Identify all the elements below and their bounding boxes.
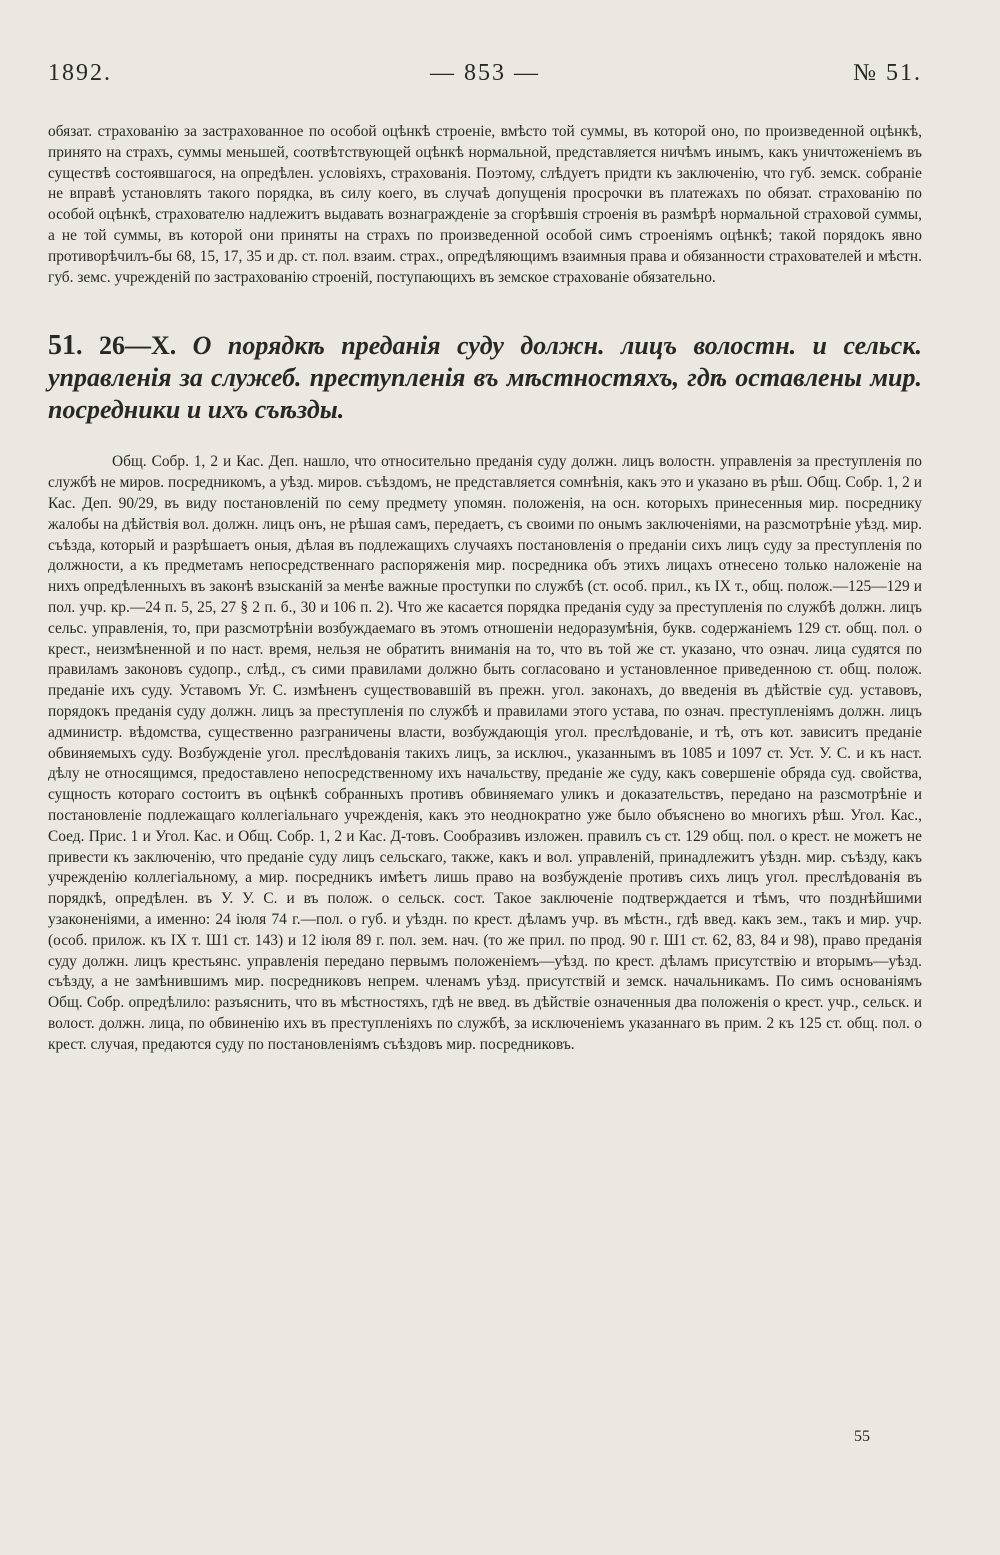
running-header (48, 60, 922, 100)
article-body: Общ. Собр. 1, 2 и Кас. Деп. нашло, что относительно преданія суду должн. лицъ волостн. управленія за преступленія по службѣ не миров. посредникомъ, а уѣзд. миров. съѣздомъ, не представляется сомнѣнія, какъ это и указано въ рѣш. Общ. Собр. 1, 2 и Кас. Деп. 90/29, въ виду постановленій по сему предмету упомян. положенія, на осн. которыхъ принесенныя мир. посреднику жалобы на дѣйствія вол. должн. лицъ онъ, не рѣшая самъ, передаетъ, съ своими по онымъ заключеніями, на разсмотрѣніе уѣзд. мир. съѣзда, который и разрѣшаетъ оныя, дѣлая въ подлежащихъ случаяхъ постановленія о преданіи сихъ лицъ суду за преступленія по должности, а къ предметамъ непосредственнаго распоряженія мир. посредника объ этихъ лицахъ отнесено только наложеніе на нихъ опредѣленныхъ въ законѣ взысканій за менѣе важные проступки по службѣ (ст. особ. прил., къ IX т., общ. полож.—125—129 и пол. учр. кр.—24 п. 5, 25, 27 § 2 п. б., 30 и 106 п. 2). Что же касается порядка преданія суду за преступленія по службѣ должн. лицъ сельс. управленія, то, при разсмотрѣніи возбуждаемаго въ этомъ отношеніи недоразумѣнія, букв. содержаніемъ 129 ст. общ. пол. о крест., неизмѣненной и по наст. время, нельзя не обратить вниманія на то, что въ той же ст. указано, что означ. лица судятся по правиламъ законовъ судопр., слѣд., съ сими правилами должно быть согласовано и установленное приведенною ст. общ. полож. преданіе ихъ суду. Уставомъ Уг. С. измѣненъ существовавшій въ прежн. угол. законахъ, до введенія въ дѣйствіе суд. уставовъ, порядокъ преданія суду должн. лицъ за преступленія по службѣ и правилами этого устава, по означ. преступленіямъ должн. лицъ администр. вѣдомства, существенно разграничены власти, возбуждающія угол. преслѣдованіе, и тѣ, отъ кот. зависитъ преданіе обвиняемыхъ суду. Возбужденіе угол. преслѣдованія такихъ лицъ, за исключ., указаннымъ въ 1085 и 1097 ст. Уст. У. С. и къ наст. дѣлу не относящимся, предоставлено непосредственному ихъ начальству, преданіе же суду, какъ совершеніе обряда суд. свойства, сущность котораго состоитъ въ оцѣнкѣ собранныхъ противъ обвиняемаго уликъ и доказательствъ, передано на разсмотрѣніе и постановленіе подлежащаго коллегіальнаго учрежденія, какъ это неоднократно уже было объяснено во многихъ рѣш. Угол. Кас., Соед. Прис. 1 и Угол. Кас. и Общ. Собр. 1, 2 и Кас. Д-товъ. Сообразивъ изложен. правилъ съ ст. 129 общ. пол. о крест. не можетъ не привести къ заключенію, что преданіе суду лицъ сельскаго, также, какъ и вол. управленій, принадлежитъ уѣздн. мир. съѣзду, какъ учрежденію коллегіальному, а мир. посредникъ имѣетъ лишь право на возбужденіе противъ сихъ лицъ угол. преслѣдованія въ порядкѣ, опредѣлен. въ У. У. С. и въ полож. о сельск. сост. Такое заключеніе подтверждается и тѣмъ, что позднѣйшими узаконеніями, а именно: 24 іюля 74 г.—пол. о губ. и уѣздн. по крест. дѣламъ учр. въ мѣстн., гдѣ введ. какъ зем., такъ и мир. учр. (особ. прилож. къ IX т. Ш1 ст. 143) и 12 іюля 89 г. пол. зем. нач. (то же прил. по прод. 90 г. Ш1 ст. 62, 83, 84 и 98), право преданія суду должн. лицъ крестьянс. управленія передано первымъ положеніемъ—уѣзд. по крест. дѣламъ присутствію и вторымъ—уѣзд. съѣзду, а не замѣнившимъ мир. посредниковъ непрем. членамъ уѣзд. присутствій и земск. начальникамъ. По симъ основаніямъ Общ. Собр. опредѣлило: разъяснить, что въ мѣстностяхъ, гдѣ не введ. въ дѣйствіе означенныя два положенія о крест. учр., сельск. и волост. должн. лица, по обвиненію ихъ въ преступленіяхъ по службѣ, за исключеніемъ указаннаго въ прим. 2 къ 125 ст. общ. пол. о крест. случая, предаются суду по постановленіямъ съѣздовъ мир. посредниковъ. (48, 453, 922, 1053)
article-date: . 26—X. (76, 331, 177, 361)
article-heading (48, 330, 922, 426)
header-page-number: — 853 — (430, 60, 540, 86)
header-year: 1892. (48, 60, 112, 86)
header-issue-number: № 51. (853, 60, 922, 86)
continued-paragraph: обязат. страхованію за застрахованное по особой оцѣнкѣ строеніе, вмѣсто той суммы, въ которой оно, по произведенной оцѣнкѣ, принято на страхъ, суммы меньшей, соотвѣтствующей оцѣнкѣ нормальной, представляется ничѣмъ инымъ, какъ уничтоженіемъ въ существѣ состоявшагося, на опредѣлен. условіяхъ, страхованія. Поэтому, слѣдуетъ придти къ заключенію, что губ. земск. собраніе не вправѣ установлять такого порядка, въ силу коего, въ случаѣ допущенія просрочки въ платежахъ по обязат. страхованію по особой оцѣнкѣ, страхователю надлежитъ выдавать вознагражденіе за сгорѣвшія строенія въ размѣрѣ нормальной страховой суммы, а не той суммы, въ которой они приняты на страхъ по произведенной особой симъ строеніямъ оцѣнкѣ; такой порядокъ явно противорѣчилъ-бы 68, 15, 17, 35 и др. ст. пол. взаим. страх., опредѣляющимъ взаимныя права и обязанности страхователей и мѣстн. губ. земс. учрежденій по застрахованію строеній, поступающихъ въ земское страхованіе обязательно. (48, 123, 922, 286)
signature-mark: 55 (854, 1428, 870, 1445)
article-number: 51 (48, 330, 76, 362)
article-title: О порядкѣ преданія суду должн. лицъ волостн. и сельск. управленія за служеб. преступленія въ мѣстностяхъ, гдѣ оставлены мир. посредники и ихъ съѣзды. (48, 331, 922, 425)
